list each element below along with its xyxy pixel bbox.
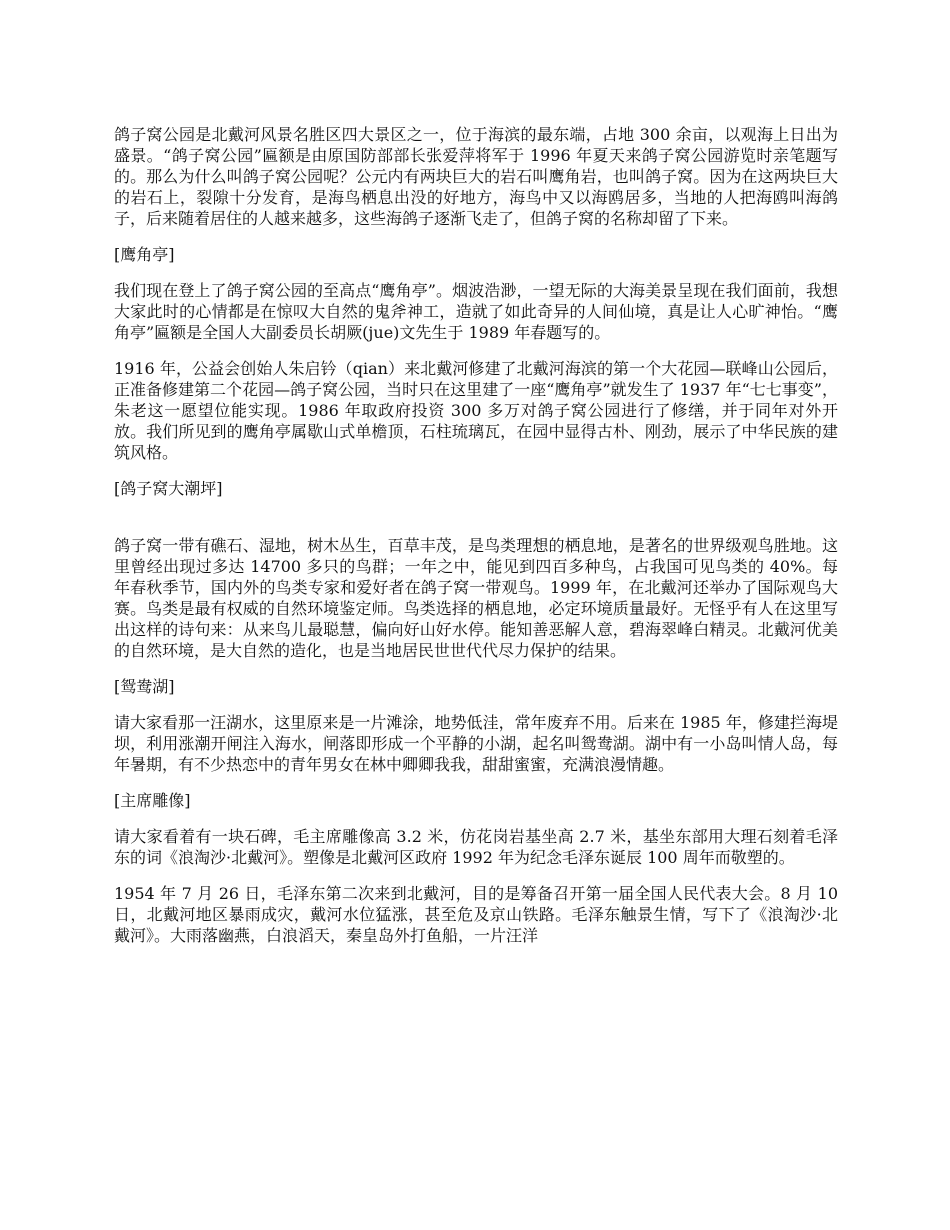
blank-gap (114, 514, 838, 535)
paragraph-statue: 请大家看着有一块石碑，毛主席雕像高 3.2 米，仿花岗岩基坐高 2.7 米，基坐东部用大理石刻着毛泽东的词《浪淘沙·北戴河》。塑像是北戴河区政府 1992 年为纪念毛泽东诞辰 100 周年而敬塑的。 (114, 827, 838, 867)
paragraph-yingjiaoting-history: 1916 年，公益会创始人朱启钤（qian）来北戴河修建了北戴河海滨的第一个大花园—联峰山公园后，正准备修建第二个花园—鸽子窝公园，当时只在这里建了一座“鹰角亭”就发生了 1937 年“七七事变”，朱老这一愿望位能实现。1986 年取政府投资 300 多万对鸽子窝公园进行了修缮，并于同年对外开放。我们所见到的鹰角亭属歇山式单檐顶，石柱琉璃瓦，在园中显得古朴、刚劲，展示了中华民族的建筑风格。 (114, 359, 838, 462)
paragraph-birdwatching: 鸽子窝一带有礁石、湿地，树木丛生，百草丰茂，是鸟类理想的栖息地，是著名的世界级观鸟胜地。这里曾经出现过多达 14700 多只的鸟群；一年之中，能见到四百多种鸟，占我国可见鸟类的 40%。每年春秋季节，国内外的鸟类专家和爱好者在鸽子窝一带观鸟。1999 年，在北戴河还举办了国际观鸟大赛。鸟类是最有权威的自然环境鉴定师。鸟类选择的栖息地，必定环境质量最好。无怪乎有人在这里写出这样的诗句来：从来鸟儿最聪慧，偏向好山好水停。能知善恶解人意，碧海翠峰白精灵。北戴河优美的自然环境，是大自然的造化，也是当地居民世世代代尽力保护的结果。 (114, 536, 838, 660)
paragraph-yuanyanghu: 请大家看那一汪湖水，这里原来是一片滩涂，地势低洼，常年废弃不用。后来在 1985 年，修建拦海堤坝，利用涨潮开闸注入海水，闸落即形成一个平静的小湖，起名叫鸳鸯湖。湖中有一小岛叫情人岛，每年暑期，有不少热恋中的青年男女在林中卿卿我我，甜甜蜜蜜，充满浪漫情趣。 (114, 713, 838, 774)
paragraph-intro: 鸽子窝公园是北戴河风景名胜区四大景区之一，位于海滨的最东端，占地 300 余亩，以观海上日出为盛景。“鸽子窝公园”匾额是由原国防部部长张爱萍将军于 1996 年夏天来鸽子窝公园游览时亲笔题写的。那么为什么叫鸽子窝公园呢？公元内有两块巨大的岩石叫鹰角岩，也叫鸽子窝。因为在这两块巨大的岩石上，裂隙十分发育，是海鸟栖息出没的好地方，海鸟中又以海鸥居多，当地的人把海鸥叫海鸽子，后来随着居住的人越来越多，这些海鸽子逐渐飞走了，但鸽子窝的名称却留了下来。 (114, 125, 838, 228)
section-heading-dachaoping: [鸽子窝大潮坪] (114, 479, 223, 498)
section-heading-yuanyanghu: [鸳鸯湖] (114, 677, 175, 696)
document-body (114, 124, 838, 961)
paragraph-yingjiaoting-view: 我们现在登上了鸽子窝公园的至高点“鹰角亭”。烟波浩渺，一望无际的大海美景呈现在我们面前，我想大家此时的心情都是在惊叹大自然的鬼斧神工，造就了如此奇异的人间仙境，真是让人心旷神怡。“鹰角亭”匾额是全国人大副委员长胡厥(jue)文先生于 1989 年春题写的。 (114, 281, 838, 342)
section-heading-statue: [主席雕像] (114, 791, 191, 810)
paragraph-1954-visit: 1954 年 7 月 26 日，毛泽东第二次来到北戴河，目的是筹备召开第一届全国人民代表大会。8 月 10 日，北戴河地区暴雨成灾，戴河水位猛涨，甚至危及京山铁路。毛泽东触景生情，写下了《浪淘沙·北戴河》。大雨落幽燕，白浪滔天，秦皇岛外打鱼船，一片汪洋 (114, 884, 838, 945)
section-heading-yingjiaoting: [鹰角亭] (114, 245, 175, 264)
